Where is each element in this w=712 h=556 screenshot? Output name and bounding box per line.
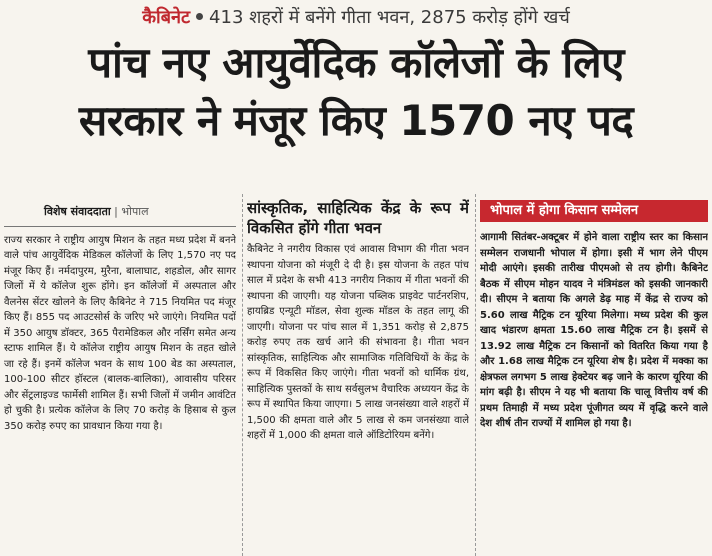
byline-author: विशेष संवाददाता bbox=[44, 205, 111, 218]
article-columns bbox=[4, 194, 708, 556]
article-body: राज्य सरकार ने राष्ट्रीय आयुष मिशन के तहत मध्य प्रदेश में बनने वाले पांच आयुर्वेदिक मेडिकल कॉलेजों के लिए 1,570 नए पद मंजूर किए हैं। नर्मदापुरम, मुरैना, बालाघाट, शहडोल, और सागर जिलों में ये कॉलेज शुरू होंगे। इन कॉलेजों में अस्पताल और वैलनेस सेंटर खोलने के लिए कैबिनेट ने 715 नियमित पद मंजूर किए हैं। 855 पद आउटसोर्स के जरिए भरे जाएंगे। नियमित पदों में 350 आयुष डॉक्टर, 365 पैरामेडिकल और नर्सिंग समेत अन्य स्टाफ शामिल हैं। ये कॉलेज राष्ट्रीय आयुष मिशन के तहत खोले जा रहे हैं। इनमें कॉलेज भवन के साथ 100 बेड का अस्पताल, 100-100 सीटर हॉस्टल (बालक-बालिका), आवासीय परिसर और सेंट्रलाइज्ड फार्मेसी शामिल हैं। सभी जिलों में जमीन आवंटित हो चुकी है। प्रत्येक कॉलेज के लिए 70 करोड़ के हिसाब से कुल 350 करोड़ रुपए का प्रावधान किया गया है। bbox=[4, 234, 236, 432]
byline-location: भोपाल bbox=[121, 205, 149, 218]
kicker-text: 413 शहरों में बनेंगे गीता भवन, 2875 करोड़ होंगे खर्च bbox=[209, 7, 570, 28]
column-divider bbox=[242, 194, 244, 556]
kicker-line bbox=[4, 6, 708, 30]
headline-line-2: सरकार ने मंजूर किए 1570 नए पद bbox=[78, 96, 634, 145]
column-divider bbox=[475, 194, 477, 556]
article-kisan-sammelan bbox=[480, 194, 708, 556]
byline-divider bbox=[4, 226, 236, 227]
article-body: आगामी सितंबर-अक्टूबर में होने वाला राष्ट्रीय स्तर का किसान सम्मेलन राजधानी भोपाल में होगा। इसी में भाग लेने पीएम मोदी आएंगे। इसकी तारीख पीएमओ से तय होगी। कैबिनेट बैठक में सीएम मोहन यादव ने मंत्रिमंडल को इसकी जानकारी दी। सीएम ने बताया कि अगले डेढ़ माह में केंद्र से राज्य को 5.60 लाख मैट्रिक टन यूरिया मिलेगा। मध्य प्रदेश की कुल खाद भंडारण क्षमता 15.60 लाख मैट्रिक टन है। इसमें से 13.92 लाख मैट्रिक टन किसानों को वितरित किया गया है और 1.68 लाख मैट्रिक टन यूरिया शेष है। प्रदेश में मक्का का क्षेत्रफल लगभग 5 लाख हेक्टेयर बढ़ जाने के कारण यूरिया की मांग बढ़ी है। सीएम ने यह भी बताया कि चालू वित्तीय वर्ष की प्रथम तिमाही में मध्य प्रदेश पूंजीगत व्यय में वृद्धि करने वाले देश शीर्ष तीन राज्यों में शामिल हो गया है। bbox=[480, 232, 708, 429]
byline: विशेष संवाददाता | भोपाल bbox=[44, 205, 149, 218]
article-body: कैबिनेट ने नगरीय विकास एवं आवास विभाग की गीता भवन स्थापना योजना को मंजूरी दे दी है। इस योजना के तहत पांच साल में प्रदेश के सभी 413 नगरीय निकाय में गीता भवनों की स्थापना की जाएगी। यह योजना पब्लिक प्राइवेट पार्टनरशिप, हायब्रिड एन्यूटी मॉडल, सेवा शुल्क मॉडल के तहत लागू की जाएगी। योजना पर पांच साल में 1,351 करोड़ से 2,875 करोड़ रुपए तक खर्च आने की संभावना है। गीता भवन सांस्कृतिक, साहित्यिक और सामाजिक गतिविधियों के केंद्र के रूप में विकसित किए जाएंगे। गीता भवनों को धार्मिक ग्रंथ, साहित्यिक पुस्तकों के साथ सर्वसुलभ वैचारिक अध्ययन केंद्र के रूप में स्थापित किया जाएगा। 5 लाख जनसंख्या वाले शहरों में 1,500 की क्षमता वाले और 5 लाख से कम जनसंख्या वाले शहरों में 1,000 की क्षमता वाले ऑडिटोरियम बनेंगे। bbox=[247, 244, 469, 441]
article-heading-banner: भोपाल में होगा किसान सम्मेलन bbox=[480, 200, 708, 222]
article-ayurvedic-colleges bbox=[4, 194, 236, 556]
kicker-tag: कैबिनेट bbox=[142, 7, 191, 28]
article-heading: सांस्कृतिक, साहित्यिक केंद्र के रूप में विकसित होंगे गीता भवन bbox=[247, 199, 469, 237]
headline-line-1: पांच नए आयुर्वेदिक कॉलेजों के लिए bbox=[88, 38, 624, 87]
bullet-separator bbox=[196, 13, 203, 20]
main-headline bbox=[4, 34, 708, 150]
article-geeta-bhavan bbox=[247, 194, 469, 556]
